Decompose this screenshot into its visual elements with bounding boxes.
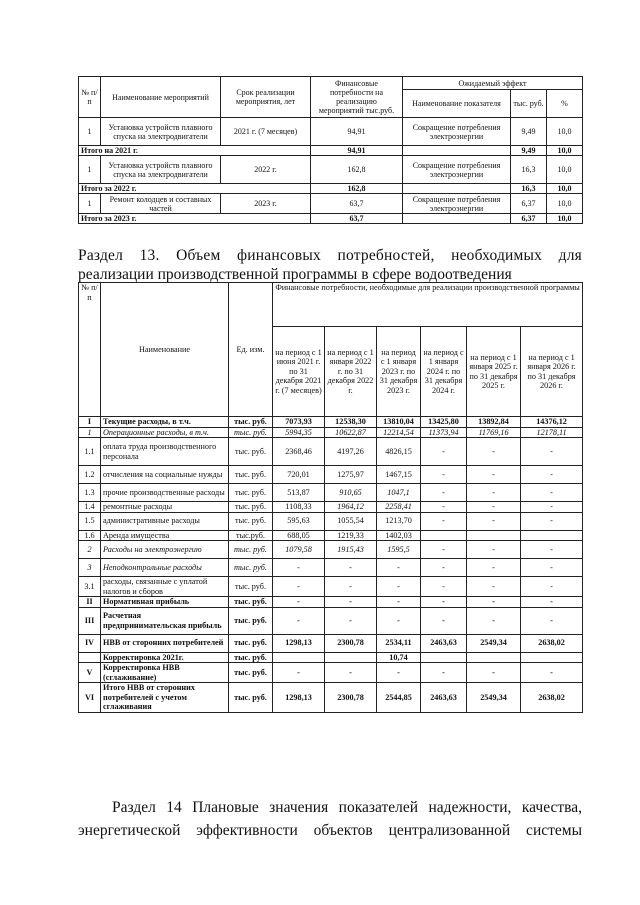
col-term: Срок реализации мероприятия, лет (221, 77, 311, 118)
col-thous: тыс. руб. (511, 90, 547, 118)
table-row: 1 Ремонт колодцев и составных частей 2023 г. 63,7 Сокращение потребления электроэнергии 6,37 10,0 (79, 194, 583, 214)
col-period-4: на период с 1 января 2024 г. по 31 декабря 2024 г. (421, 327, 467, 417)
table-row: 1 Установка устройств плавного спуска на электродвигатели 2021 г. (7 месяцев) 94,91 Сокращение потребления электроэнергии 9,49 10,0 (79, 118, 583, 146)
table-row: 3 Неподконтрольные расходы тыс. руб. - - - - - - (79, 559, 583, 577)
table-row: 3.1 расходы, связанные с уплатой налогов и сборов тыс. руб. - - - - - - (79, 577, 583, 597)
col-num: № п/ п (79, 283, 101, 417)
col-effect: Ожидаемый эффект (403, 77, 583, 90)
table-row: III Расчетная предпринимательская прибыль тыс. руб. - - - - - - (79, 607, 583, 634)
table-row: 1.5 административные расходы тыс. руб. 595,63 1055,54 1213,70 - - - (79, 512, 583, 530)
col-period-6: на период с 1 января 2026 г. по 31 декабря 2026 г. (521, 327, 583, 417)
table-row: 1.1 оплата труда производственного персонала тыс. руб. 2368,46 4197,26 4826,15 - - - (79, 438, 583, 466)
total-row: Итого на 2021 г. 94,91 9,49 10,0 (79, 146, 583, 156)
col-period-3: на период с 1 января 2023 г. по 31 декабря 2023 г. (377, 327, 421, 417)
table-row: I Текущие расходы, в т.ч. тыс. руб. 7073,93 12538,30 13810,04 13425,80 13892,84 14376,12 (79, 417, 583, 428)
table-row: 1.6 Аренда имущества тыс.руб. 688,05 1219,33 1402,03 (79, 530, 583, 541)
energy-measures-table (78, 76, 583, 224)
section-13-title: Раздел 13. Объем финансовых потребностей, необходимых для (78, 247, 582, 264)
table-row: 1.3 прочие производственные расходы тыс. руб. 513,87 910,65 1047,1 - - - (79, 484, 583, 502)
total-row: Итого за 2022 г. 162,8 16,3 10,0 (79, 184, 583, 194)
col-unit: Ед. изм. (229, 283, 273, 417)
col-indicator: Наименование показателя (403, 90, 511, 118)
table-row: VI Итого НВВ от сторонних потребителей с учетом сглаживания тыс. руб. 1298,13 2300,78 2544,85 2463,63 2549,34 2638,02 (79, 683, 583, 713)
financial-needs-table (78, 282, 583, 713)
table-row: 2 Расходы на электроэнергию тыс. руб. 1079,58 1915,43 1595,5 - - - (79, 541, 583, 559)
total-row: Итого за 2023 г. 63,7 6,37 10,0 (79, 214, 583, 224)
col-period-2: на период с 1 января 2022 г. по 31 декабря 2022 г. (325, 327, 377, 417)
col-name: Наименование (101, 283, 229, 417)
table-row: 1 Операционные расходы, в т.ч. тыс. руб. 5994,35 10622,87 12214,54 11373,94 11769,16 12178,11 (79, 427, 583, 438)
section-14-title-cont: энергетической эффективности объектов централизованной системы (78, 822, 582, 839)
section-14-title: Раздел 14 Плановые значения показателей надежности, качества, (112, 799, 582, 816)
table-row: 1.4 ремонтные расходы тыс. руб. 1108,33 1964,12 2258,41 - - - (79, 502, 583, 513)
col-pct: % (547, 90, 583, 118)
table-row: V Корректировка НВВ (сглаживание) тыс. руб. - - - - - - (79, 663, 583, 683)
col-period-1: на период с 1 июня 2021 г. по 31 декабря 2021 г. (7 месяцев) (273, 327, 325, 417)
section-13-title-cont: реализации производственной программы в сфере водоотведения (78, 266, 512, 283)
col-fin: Финансовые потребности на реализацию мероприятий тыс.руб. (311, 77, 403, 118)
table-row: 1 Установка устройств плавного спуска на электродвигатели 2022 г. 162,8 Сокращение потребления электроэнергии 16,3 10,0 (79, 156, 583, 184)
col-num: № п/ п (79, 77, 101, 118)
table-row: IV НВВ от сторонних потребителей тыс. руб. 1298,13 2300,78 2534,11 2463,63 2549,34 2638,02 (79, 634, 583, 652)
col-period-5: на период с 1 января 2025 г. по 31 декабря 2025 г. (467, 327, 521, 417)
table-row: II Нормативная прибыль тыс. руб. - - - - - - (79, 597, 583, 608)
col-name: Наименование мероприятий (101, 77, 221, 118)
table-row: 1.2 отчисления на социальные нужды тыс. руб. 720,01 1275,97 1467,15 - - - (79, 466, 583, 484)
table-row: Корректировка 2021г. тыс. руб. 10,74 (79, 652, 583, 663)
col-fin: Финансовые потребности, необходимые для реализации производственной программы (273, 283, 583, 327)
